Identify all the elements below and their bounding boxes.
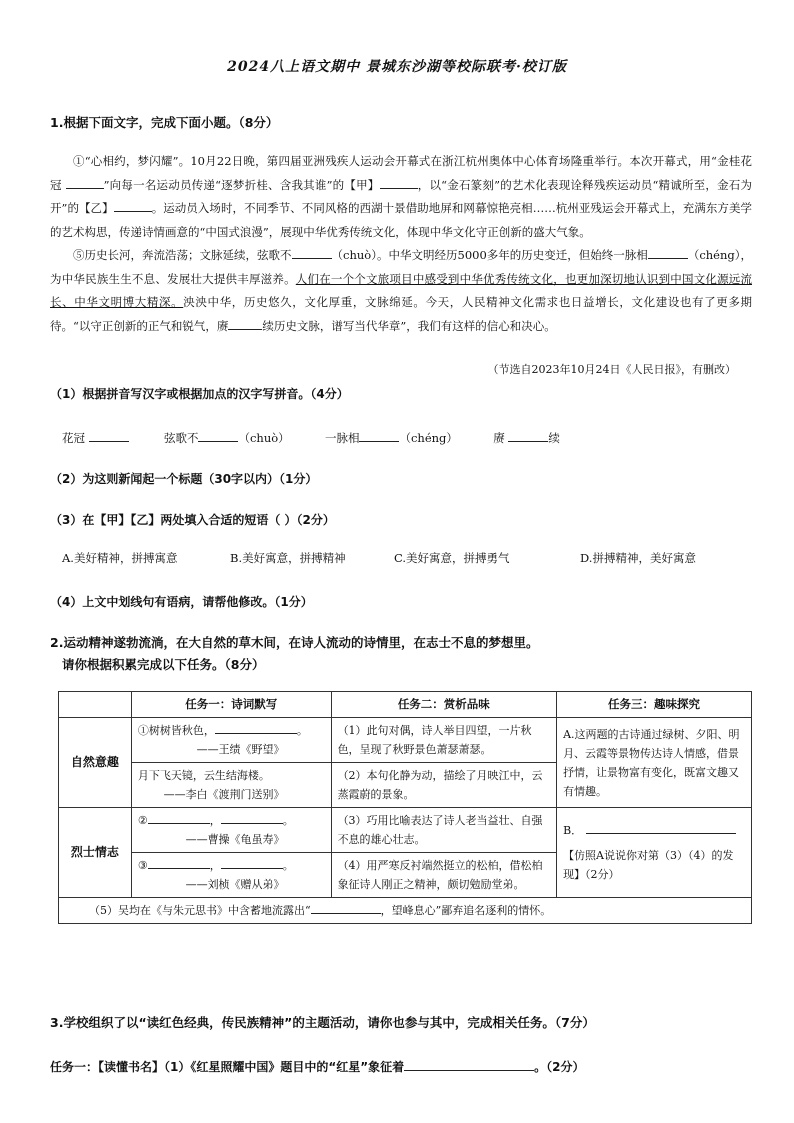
table-row [59,898,752,924]
answer-blank[interactable] [198,428,238,442]
page-title: 2024八上语文期中 景城东沙湖等校际联考·校订版 [227,59,567,75]
poem-fill-row: （5）吴均在《与朱元思书》中含蓄地流露出“ ，望峰息心”鄙弃追名逐利的情怀。 [59,898,752,924]
q3-heading: 3.学校组织了以“读红色经典，传民族精神”的主题活动，请你也参与其中，完成相关任务。（7分） [50,1015,595,1030]
explore-cell: A.这两题的古诗通过绿树、夕阳、明月、云霞等景物传达诗人情感，借景抒情，让景物富有变化，既富文趣又有情趣。 [557,718,752,808]
q1-sub2: （2）为这则新闻起一个标题（30字以内）（1分） [50,472,318,486]
table-row [59,808,752,853]
answer-blank[interactable] [404,1057,534,1071]
row-label-nature: 自然意趣 [59,718,132,808]
task-table [58,691,752,924]
poem-cell: 月下飞天镜，云生结海楼。 ——李白《渡荆门送别》 [131,763,331,808]
answer-blank[interactable] [380,175,418,189]
answer-blank[interactable] [148,811,210,824]
option-a[interactable]: A.美好精神，拼搏寓意 [62,551,178,565]
poem-cell: ③ ， 。 ——刘桢《赠从弟》 [131,853,331,898]
q1-heading: 1.根据下面文字，完成下面小题。（8分） [50,115,279,130]
q1-sub1-items: 花冠 弦歌不 （chuò） 一脉相 （chéng） 赓 续 [62,428,742,446]
q1-passage [50,150,752,338]
option-c[interactable]: C.美好寓意，拼搏勇气 [394,551,510,565]
answer-blank[interactable] [215,721,297,734]
analysis-cell: （3）巧用比喻表达了诗人老当益壮、自强不息的雄心壮志。 [331,808,557,853]
analysis-cell: （4）用严寒反衬端然挺立的松柏，借松柏象征诗人刚正之精神，颇切勉励堂弟。 [331,853,557,898]
q3-task1: 任务一：【读懂书名】（1）《红星照耀中国》题目中的“红星”象征着 。（2分） [50,1057,585,1075]
underlined-sentence: 人们在一个个文旅项目中感受到中华优秀传统文化，也更加深切地认识到中国文化源远流长、中华文明博大精深。 [50,271,753,309]
answer-blank[interactable] [114,198,152,212]
q2-heading: 2.运动精神遂勃流淌，在大自然的草木间，在诗人流动的诗情里，在志士不息的梦想里。 [50,635,539,650]
answer-blank[interactable] [508,428,548,442]
answer-blank[interactable] [648,245,688,259]
answer-blank[interactable] [148,856,210,869]
q1-sub1: （1）根据拼音写汉字或根据加点的汉字写拼音。（4分） [50,387,349,401]
table-row [59,718,752,763]
explore-cell: B． 【仿照A说说你对第（3）（4）的发现】（2分） [557,808,752,898]
passage-paragraph-2: ⑤历史长河，奔流浩荡；文脉延续，弦歌不 （chuò）。中华文明经历5000多年的历史变迁，但始终一脉相 （chéng），为中华民族生生不息、发展壮大提供丰厚滋养。人们在一个个文旅项目中感受到中华优秀传统文化，也更加深切地认识到中国文化源远流长、中华文明博大精深。泱泱中华，历史悠久，文化厚重，文脉绵延。今天，人民精神文化需求也日益增长，文化建设也有了更多期待。“以守正创新的正气和锐气，赓 续历史文脉，谱写当代华章”，我们有这样的信心和决心。 [50,244,752,338]
answer-blank[interactable] [311,901,381,914]
poem-cell: ①树树皆秋色， 。 ——王绩《野望》 [131,718,331,763]
passage-source: （节选自2023年10月24日《人民日报》，有删改） [487,363,736,376]
option-b[interactable]: B.美好寓意，拼搏精神 [230,551,346,565]
answer-blank[interactable] [89,428,129,442]
q2-subheading: 请你根据积累完成以下任务。（8分） [62,657,265,672]
answer-blank[interactable] [221,811,283,824]
option-d[interactable]: D.拼搏精神，美好寓意 [580,551,696,565]
answer-blank[interactable] [228,316,262,330]
table-header-row [59,692,752,718]
answer-blank[interactable] [586,821,736,834]
header-task2: 任务二：赏析品味 [331,692,557,718]
header-task1: 任务一：诗词默写 [131,692,331,718]
analysis-cell: （1）此句对偶，诗人举目四望，一片秋色，呈现了秋野景色萧瑟萧瑟。 [331,718,557,763]
answer-blank[interactable] [359,428,399,442]
header-task3: 任务三：趣味探究 [557,692,752,718]
row-label-ambition: 烈士情志 [59,808,132,898]
answer-blank[interactable] [292,245,332,259]
analysis-cell: （2）本句化静为动，描绘了月映江中，云蒸霞蔚的景象。 [331,763,557,808]
answer-blank[interactable] [66,175,104,189]
poem-cell: ② ， 。 ——曹操《龟虽寿》 [131,808,331,853]
answer-blank[interactable] [221,856,283,869]
q1-sub3: （3）在【甲】【乙】两处填入合适的短语（ ）（2分） [50,513,335,527]
passage-paragraph-1: ①“心相约，梦闪耀”。10月22日晚，第四届亚洲残疾人运动会开幕式在浙江杭州奥体中心体育场隆重举行。本次开幕式，用“金桂花冠 ”向每一名运动员传递“逐梦折桂、含我其谁”的【甲】 ，以“金石篆刻”的艺术化表现诠释残疾运动员“精诚所至，金石为开”的【乙】 。运动员入场时，不同季节、不同风格的西湖十景借助地屏和网幕惊艳亮相……杭州亚残运会开幕式上，充满东方美学的艺术构思，传递诗情画意的“中国式浪漫”，展现中华优秀传统文化，体现中华文化守正创新的盛大气象。 [50,154,753,239]
q1-sub4: （4）上文中划线句有语病，请帮他修改。（1分） [50,595,313,609]
